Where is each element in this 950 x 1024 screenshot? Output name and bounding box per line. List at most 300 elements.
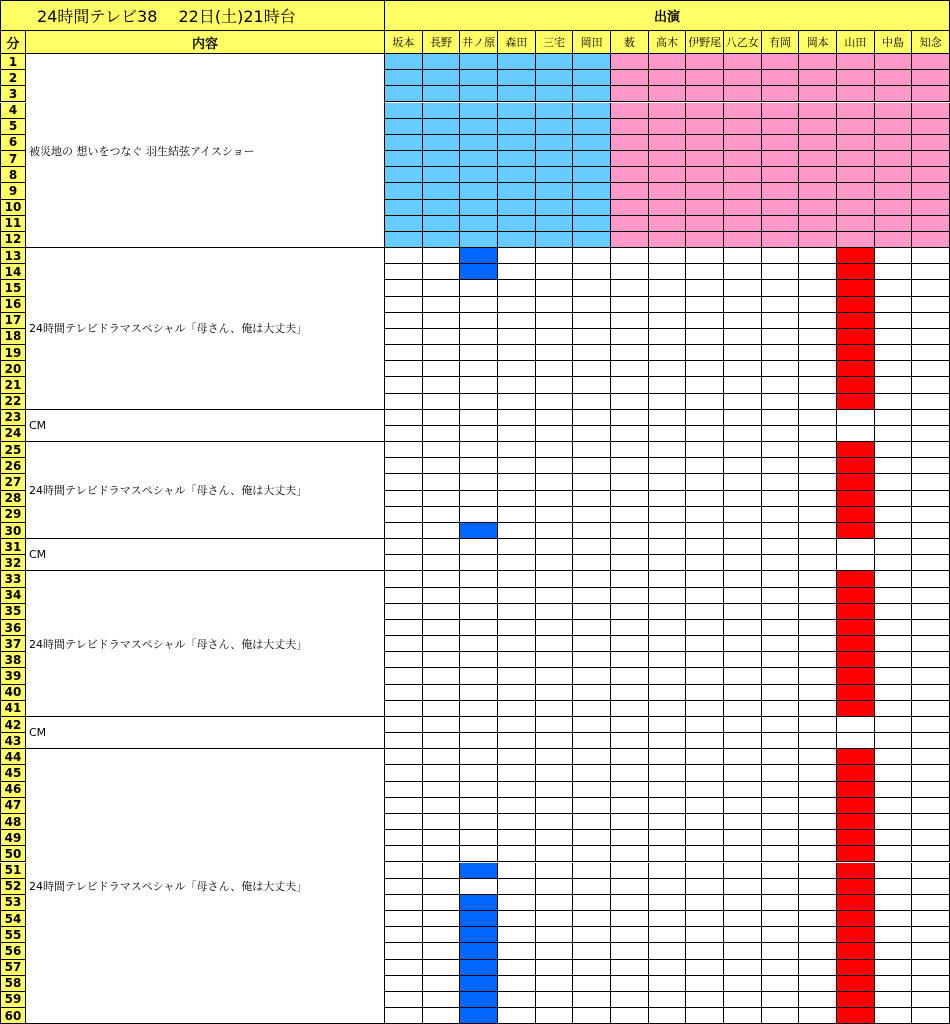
schedule-cell	[799, 86, 837, 102]
schedule-cell	[875, 571, 913, 587]
schedule-cell	[498, 879, 536, 895]
schedule-cell	[385, 280, 423, 296]
schedule-cell	[686, 232, 724, 248]
minute-cell: 57	[0, 960, 26, 976]
schedule-cell	[385, 895, 423, 911]
schedule-cell	[536, 491, 574, 507]
minute-cell: 7	[0, 151, 26, 167]
schedule-cell	[423, 474, 461, 490]
schedule-cell	[423, 636, 461, 652]
schedule-cell	[837, 960, 875, 976]
schedule-cell	[912, 377, 950, 393]
schedule-cell	[498, 895, 536, 911]
schedule-cell	[686, 830, 724, 846]
schedule-cell	[536, 167, 574, 183]
minute-cell: 10	[0, 200, 26, 216]
schedule-cell	[724, 70, 762, 86]
performer-header-cell: 高木	[649, 31, 687, 54]
schedule-cell	[686, 313, 724, 329]
minute-cell: 29	[0, 507, 26, 523]
schedule-cell	[912, 313, 950, 329]
schedule-cell	[498, 717, 536, 733]
schedule-cell	[498, 749, 536, 765]
schedule-cell	[837, 782, 875, 798]
minute-cell: 44	[0, 749, 26, 765]
schedule-cell	[875, 992, 913, 1008]
schedule-cell	[573, 782, 611, 798]
schedule-cell	[611, 943, 649, 959]
schedule-cell	[799, 588, 837, 604]
schedule-cell	[423, 394, 461, 410]
schedule-cell	[837, 248, 875, 264]
schedule-cell	[912, 798, 950, 814]
schedule-cell	[573, 749, 611, 765]
schedule-cell	[611, 879, 649, 895]
schedule-cell	[611, 167, 649, 183]
schedule-cell	[498, 571, 536, 587]
schedule-cell	[423, 960, 461, 976]
schedule-cell	[573, 232, 611, 248]
schedule-cell	[423, 685, 461, 701]
schedule-cell	[536, 911, 574, 927]
schedule-cell	[799, 943, 837, 959]
schedule-cell	[799, 960, 837, 976]
schedule-cell	[498, 151, 536, 167]
schedule-cell	[875, 410, 913, 426]
schedule-cell	[686, 911, 724, 927]
schedule-cell	[611, 216, 649, 232]
schedule-cell	[912, 216, 950, 232]
schedule-cell	[573, 474, 611, 490]
schedule-cell	[460, 863, 498, 879]
schedule-cell	[611, 571, 649, 587]
schedule-cell	[423, 798, 461, 814]
schedule-cell	[423, 1008, 461, 1024]
schedule-cell	[724, 798, 762, 814]
minute-cell: 31	[0, 539, 26, 555]
schedule-cell	[423, 863, 461, 879]
schedule-cell	[799, 426, 837, 442]
schedule-cell	[611, 200, 649, 216]
schedule-cell	[385, 119, 423, 135]
schedule-cell	[875, 782, 913, 798]
schedule-cell	[724, 200, 762, 216]
schedule-cell	[611, 523, 649, 539]
schedule-cell	[385, 216, 423, 232]
schedule-cell	[649, 232, 687, 248]
schedule-cell	[762, 668, 800, 684]
schedule-cell	[460, 652, 498, 668]
schedule-cell	[385, 54, 423, 70]
schedule-cell	[423, 992, 461, 1008]
schedule-cell	[875, 474, 913, 490]
minute-cell: 2	[0, 70, 26, 86]
schedule-cell	[573, 960, 611, 976]
schedule-cell	[686, 668, 724, 684]
schedule-cell	[423, 701, 461, 717]
schedule-cell	[536, 846, 574, 862]
schedule-cell	[912, 846, 950, 862]
schedule-cell	[423, 927, 461, 943]
schedule-cell	[611, 1008, 649, 1024]
schedule-cell	[912, 200, 950, 216]
schedule-cell	[385, 377, 423, 393]
schedule-cell	[423, 200, 461, 216]
schedule-cell	[611, 782, 649, 798]
schedule-cell	[498, 960, 536, 976]
schedule-cell	[875, 119, 913, 135]
schedule-cell	[460, 86, 498, 102]
schedule-cell	[875, 960, 913, 976]
schedule-cell	[799, 507, 837, 523]
schedule-cell	[837, 200, 875, 216]
schedule-cell	[912, 329, 950, 345]
schedule-cell	[423, 442, 461, 458]
schedule-cell	[649, 410, 687, 426]
schedule-cell	[724, 264, 762, 280]
schedule-cell	[799, 782, 837, 798]
schedule-cell	[912, 474, 950, 490]
schedule-cell	[573, 1008, 611, 1024]
schedule-cell	[686, 329, 724, 345]
schedule-cell	[686, 1008, 724, 1024]
schedule-cell	[385, 927, 423, 943]
schedule-cell	[724, 377, 762, 393]
schedule-cell	[573, 410, 611, 426]
schedule-cell	[498, 507, 536, 523]
schedule-cell	[724, 895, 762, 911]
schedule-cell	[498, 863, 536, 879]
schedule-cell	[686, 604, 724, 620]
schedule-cell	[724, 248, 762, 264]
schedule-cell	[724, 733, 762, 749]
schedule-cell	[912, 814, 950, 830]
schedule-cell	[912, 765, 950, 781]
schedule-cell	[536, 345, 574, 361]
schedule-cell	[611, 636, 649, 652]
schedule-cell	[536, 200, 574, 216]
schedule-cell	[762, 361, 800, 377]
schedule-cell	[611, 749, 649, 765]
schedule-cell	[686, 151, 724, 167]
schedule-cell	[724, 458, 762, 474]
schedule-cell	[837, 394, 875, 410]
schedule-cell	[385, 151, 423, 167]
minute-cell: 32	[0, 555, 26, 571]
schedule-cell	[837, 701, 875, 717]
schedule-cell	[837, 685, 875, 701]
schedule-cell	[498, 992, 536, 1008]
schedule-cell	[686, 264, 724, 280]
schedule-cell	[536, 571, 574, 587]
schedule-cell	[649, 620, 687, 636]
schedule-cell	[498, 652, 536, 668]
schedule-cell	[536, 749, 574, 765]
schedule-cell	[686, 798, 724, 814]
schedule-cell	[762, 620, 800, 636]
schedule-cell	[724, 717, 762, 733]
schedule-cell	[837, 345, 875, 361]
schedule-cell	[649, 588, 687, 604]
performer-header-cell: 長野	[423, 31, 461, 54]
minute-cell: 40	[0, 685, 26, 701]
schedule-cell	[573, 846, 611, 862]
schedule-cell	[912, 976, 950, 992]
schedule-cell	[460, 668, 498, 684]
minute-cell: 51	[0, 863, 26, 879]
schedule-cell	[912, 555, 950, 571]
schedule-cell	[573, 426, 611, 442]
minute-cell: 59	[0, 992, 26, 1008]
schedule-cell	[649, 701, 687, 717]
schedule-cell	[686, 119, 724, 135]
schedule-cell	[762, 636, 800, 652]
schedule-cell	[611, 733, 649, 749]
schedule-cell	[799, 636, 837, 652]
schedule-cell	[686, 814, 724, 830]
schedule-cell	[799, 248, 837, 264]
schedule-cell	[875, 701, 913, 717]
schedule-cell	[724, 571, 762, 587]
schedule-cell	[837, 119, 875, 135]
schedule-cell	[536, 70, 574, 86]
schedule-cell	[573, 394, 611, 410]
schedule-cell	[912, 636, 950, 652]
schedule-cell	[875, 943, 913, 959]
schedule-cell	[762, 927, 800, 943]
schedule-cell	[498, 701, 536, 717]
schedule-cell	[385, 636, 423, 652]
schedule-cell	[536, 976, 574, 992]
schedule-cell	[611, 960, 649, 976]
schedule-cell	[611, 717, 649, 733]
schedule-cell	[912, 685, 950, 701]
schedule-cell	[875, 183, 913, 199]
schedule-cell	[498, 329, 536, 345]
schedule-cell	[837, 474, 875, 490]
schedule-cell	[875, 280, 913, 296]
schedule-cell	[573, 151, 611, 167]
schedule-cell	[385, 717, 423, 733]
minute-cell: 46	[0, 782, 26, 798]
schedule-cell	[460, 248, 498, 264]
schedule-cell	[837, 555, 875, 571]
schedule-cell	[875, 620, 913, 636]
schedule-cell	[423, 410, 461, 426]
schedule-cell	[875, 458, 913, 474]
schedule-cell	[423, 830, 461, 846]
schedule-cell	[536, 151, 574, 167]
schedule-cell	[573, 911, 611, 927]
schedule-cell	[799, 814, 837, 830]
schedule-cell	[649, 200, 687, 216]
schedule-cell	[912, 895, 950, 911]
schedule-cell	[385, 863, 423, 879]
schedule-cell	[912, 830, 950, 846]
minute-cell: 18	[0, 329, 26, 345]
minute-cell: 52	[0, 879, 26, 895]
schedule-cell	[724, 1008, 762, 1024]
schedule-cell	[837, 879, 875, 895]
schedule-cell	[385, 879, 423, 895]
schedule-cell	[724, 297, 762, 313]
schedule-cell	[686, 943, 724, 959]
schedule-cell	[762, 1008, 800, 1024]
schedule-cell	[837, 491, 875, 507]
schedule-cell	[460, 458, 498, 474]
schedule-cell	[460, 960, 498, 976]
schedule-cell	[762, 846, 800, 862]
schedule-cell	[875, 814, 913, 830]
schedule-cell	[912, 442, 950, 458]
minute-cell: 43	[0, 733, 26, 749]
schedule-cell	[762, 749, 800, 765]
schedule-cell	[423, 86, 461, 102]
schedule-cell	[837, 167, 875, 183]
schedule-cell	[460, 992, 498, 1008]
schedule-cell	[573, 765, 611, 781]
schedule-cell	[912, 248, 950, 264]
schedule-cell	[762, 863, 800, 879]
schedule-cell	[762, 426, 800, 442]
schedule-cell	[724, 604, 762, 620]
schedule-cell	[423, 491, 461, 507]
performer-header-cell: 森田	[498, 31, 536, 54]
schedule-cell	[762, 685, 800, 701]
schedule-cell	[649, 927, 687, 943]
schedule-cell	[385, 491, 423, 507]
schedule-cell	[875, 668, 913, 684]
schedule-cell	[649, 765, 687, 781]
schedule-cell	[799, 474, 837, 490]
schedule-cell	[875, 879, 913, 895]
schedule-cell	[385, 652, 423, 668]
content-column-header: 内容	[26, 31, 385, 54]
schedule-cell	[875, 200, 913, 216]
minute-cell: 55	[0, 927, 26, 943]
schedule-cell	[498, 668, 536, 684]
schedule-cell	[536, 685, 574, 701]
minute-cell: 25	[0, 442, 26, 458]
schedule-cell	[536, 555, 574, 571]
schedule-cell	[799, 571, 837, 587]
schedule-cell	[385, 555, 423, 571]
schedule-cell	[762, 151, 800, 167]
schedule-cell	[460, 151, 498, 167]
schedule-cell	[686, 216, 724, 232]
schedule-cell	[573, 685, 611, 701]
schedule-cell	[799, 361, 837, 377]
schedule-cell	[498, 782, 536, 798]
schedule-cell	[799, 119, 837, 135]
program-segment: CM	[26, 410, 385, 442]
schedule-cell	[649, 830, 687, 846]
schedule-cell	[762, 70, 800, 86]
schedule-cell	[498, 943, 536, 959]
schedule-cell	[536, 620, 574, 636]
schedule-cell	[611, 329, 649, 345]
schedule-cell	[724, 280, 762, 296]
schedule-cell	[536, 798, 574, 814]
schedule-cell	[912, 668, 950, 684]
schedule-cell	[799, 895, 837, 911]
schedule-cell	[686, 426, 724, 442]
minute-cell: 37	[0, 636, 26, 652]
schedule-cell	[649, 297, 687, 313]
schedule-cell	[875, 765, 913, 781]
schedule-cell	[460, 280, 498, 296]
schedule-cell	[649, 280, 687, 296]
minute-cell: 33	[0, 571, 26, 587]
schedule-cell	[837, 636, 875, 652]
performer-header-cell: 伊野尾	[686, 31, 724, 54]
schedule-cell	[799, 668, 837, 684]
schedule-cell	[385, 200, 423, 216]
schedule-cell	[724, 361, 762, 377]
schedule-cell	[385, 313, 423, 329]
schedule-cell	[837, 86, 875, 102]
schedule-cell	[837, 814, 875, 830]
schedule-cell	[875, 232, 913, 248]
schedule-cell	[724, 313, 762, 329]
schedule-cell	[498, 394, 536, 410]
schedule-cell	[536, 943, 574, 959]
minute-cell: 41	[0, 701, 26, 717]
minute-cell: 22	[0, 394, 26, 410]
schedule-cell	[837, 135, 875, 151]
schedule-cell	[423, 539, 461, 555]
schedule-cell	[423, 297, 461, 313]
schedule-cell	[385, 782, 423, 798]
minute-cell: 35	[0, 604, 26, 620]
schedule-cell	[611, 798, 649, 814]
schedule-cell	[385, 620, 423, 636]
schedule-cell	[573, 216, 611, 232]
schedule-cell	[912, 54, 950, 70]
schedule-cell	[460, 183, 498, 199]
schedule-cell	[611, 264, 649, 280]
schedule-cell	[385, 167, 423, 183]
schedule-cell	[686, 846, 724, 862]
schedule-cell	[875, 733, 913, 749]
schedule-cell	[385, 297, 423, 313]
schedule-cell	[724, 685, 762, 701]
schedule-cell	[799, 830, 837, 846]
schedule-cell	[837, 410, 875, 426]
schedule-cell	[875, 830, 913, 846]
schedule-cell	[611, 86, 649, 102]
schedule-cell	[611, 927, 649, 943]
schedule-cell	[762, 313, 800, 329]
schedule-cell	[423, 377, 461, 393]
schedule-cell	[649, 248, 687, 264]
schedule-cell	[837, 749, 875, 765]
schedule-cell	[912, 167, 950, 183]
schedule-cell	[573, 943, 611, 959]
schedule-cell	[573, 264, 611, 280]
minute-cell: 42	[0, 717, 26, 733]
schedule-cell	[611, 814, 649, 830]
schedule-cell	[611, 474, 649, 490]
schedule-cell	[460, 765, 498, 781]
minute-column-header: 分	[0, 31, 26, 54]
schedule-cell	[573, 604, 611, 620]
schedule-cell	[875, 248, 913, 264]
schedule-cell	[837, 830, 875, 846]
performer-header-cell: 薮	[611, 31, 649, 54]
schedule-cell	[460, 620, 498, 636]
schedule-cell	[573, 733, 611, 749]
